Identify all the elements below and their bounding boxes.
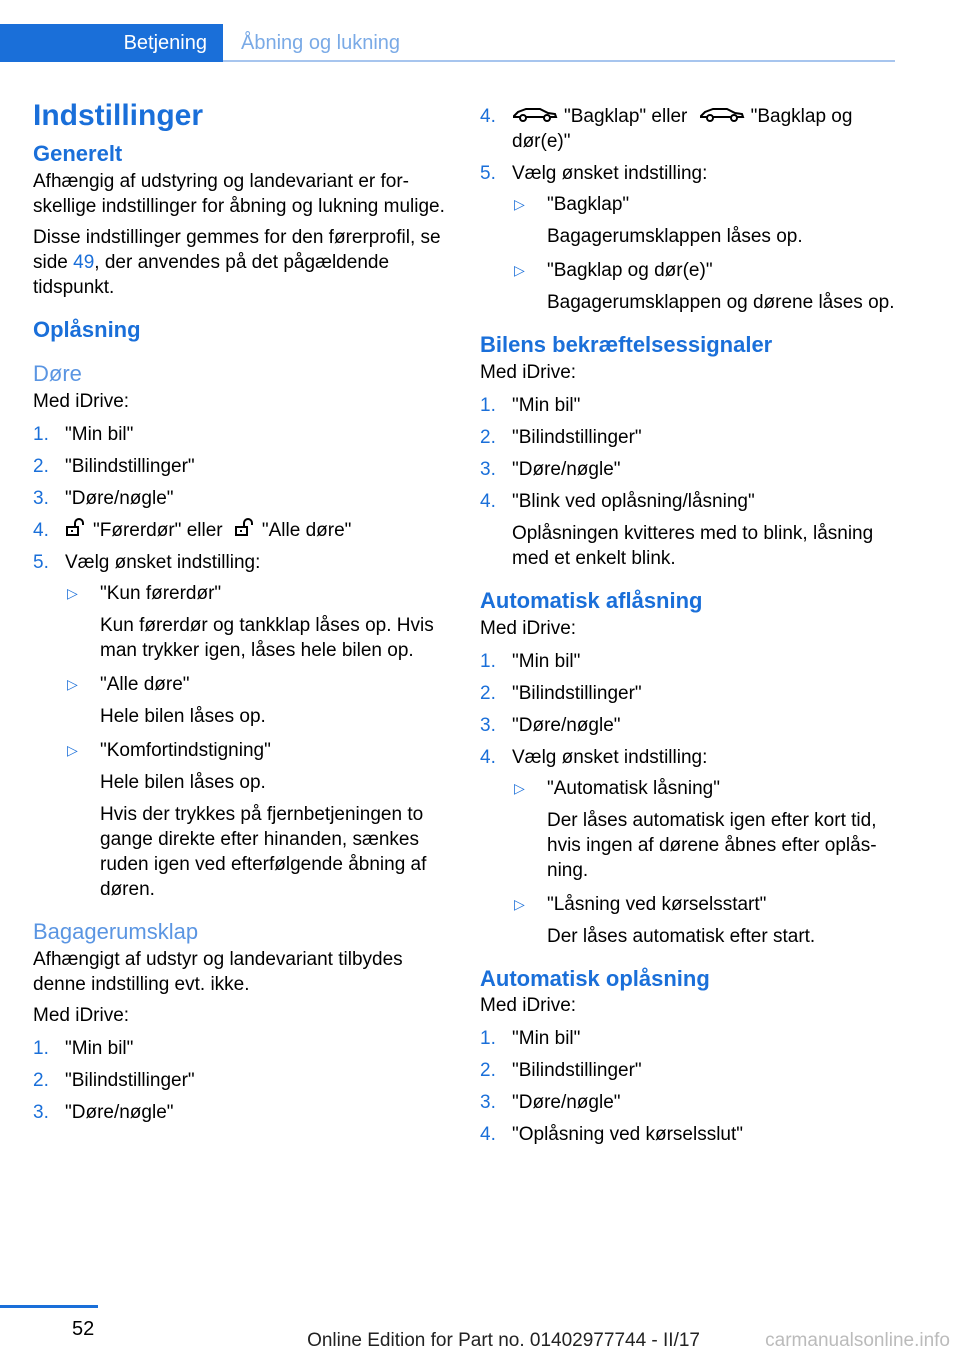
car-tailgate-icon bbox=[512, 104, 558, 129]
step-text: Vælg ønsket indstilling: bbox=[65, 552, 261, 574]
step-number: 5. bbox=[480, 163, 496, 185]
edition-text: Online Edition for Part no. 01402977744 - II/17 bbox=[307, 1330, 700, 1351]
step-number: 1. bbox=[480, 1028, 496, 1050]
option-item bbox=[512, 192, 900, 249]
list-item bbox=[480, 425, 900, 450]
step-text: "Oplåsning ved kørselsslut" bbox=[512, 1124, 744, 1146]
step-text: "Bilindstillinger" bbox=[512, 427, 642, 449]
bagagerum-steps-continued bbox=[480, 104, 900, 315]
triangle-bullet-icon: ▷ bbox=[514, 196, 525, 213]
step-text: "Min bil" bbox=[65, 1037, 134, 1059]
option-desc: Hele bilen låses op. bbox=[100, 772, 266, 794]
heading-oplaasning: Oplåsning bbox=[33, 316, 141, 342]
list-item bbox=[480, 681, 900, 706]
option-desc: Kun førerdør og tankklap låses op. Hvis man trykker igen, låses hele bilen op. bbox=[100, 615, 434, 662]
step-text: "Bagklap og dør(e)" bbox=[512, 106, 853, 153]
generelt-paragraph-2 bbox=[33, 225, 451, 300]
option-desc: Bagagerumsklappen og dørene låses op. bbox=[547, 292, 895, 314]
list-item bbox=[480, 489, 900, 571]
option-desc: Der låses automatisk igen efter kort tid, hvis ingen af dørene åbnes efter oplåsning. bbox=[547, 809, 877, 881]
chapter-label: Betjening bbox=[123, 32, 207, 54]
triangle-bullet-icon: ▷ bbox=[67, 742, 78, 759]
list-item bbox=[33, 1100, 451, 1125]
step-number: 1. bbox=[33, 423, 49, 445]
option-list bbox=[512, 192, 900, 315]
list-item bbox=[480, 457, 900, 482]
list-item bbox=[33, 1068, 451, 1093]
option-title: "Automatisk låsning" bbox=[547, 777, 720, 799]
list-item bbox=[480, 1122, 900, 1147]
aflaasning-intro: Med iDrive: bbox=[480, 617, 577, 639]
heading-bagagerumsklap: Bagagerumsklap bbox=[33, 919, 199, 945]
step-text: "Døre/nøgle" bbox=[65, 487, 174, 509]
bagagerum-intro: Med iDrive: bbox=[33, 1004, 130, 1026]
generelt-text-b: , der anvendes på det pågældende tidspunkt. bbox=[33, 251, 390, 298]
oplaasning-auto-intro: Med iDrive: bbox=[480, 995, 577, 1017]
step-text: "Min bil" bbox=[512, 650, 581, 672]
step-text: Vælg ønsket indstilling: bbox=[512, 746, 708, 768]
step-text: "Bilindstillinger" bbox=[512, 1060, 642, 1082]
generelt-paragraph-1: Afhængig af udstyring og landevariant er forskellige indstillinger for åbning og lukning mulige. bbox=[33, 170, 445, 217]
list-item bbox=[33, 486, 451, 511]
doere-intro: Med iDrive: bbox=[33, 390, 130, 412]
option-item bbox=[65, 738, 451, 902]
heading-doere: Døre bbox=[33, 361, 82, 387]
option-desc: Bagagerumsklappen låses op. bbox=[547, 226, 803, 248]
option-desc: Der låses automatisk efter start. bbox=[547, 925, 816, 947]
list-item bbox=[33, 550, 451, 902]
list-item bbox=[480, 393, 900, 418]
step-number: 1. bbox=[33, 1037, 49, 1059]
generelt-text-a: Disse indstillinger gemmes for den førerprofil, se side bbox=[33, 226, 441, 273]
step-number: 1. bbox=[480, 650, 496, 672]
step-desc: Oplåsningen kvitteres med to blink, låsning med et enkelt blink. bbox=[512, 523, 874, 570]
option-desc: Hele bilen låses op. bbox=[100, 706, 266, 728]
page-link-49[interactable]: 49 bbox=[73, 251, 95, 273]
step-number: 3. bbox=[33, 1101, 49, 1123]
option-item bbox=[512, 892, 900, 949]
list-item bbox=[480, 649, 900, 674]
step-number: 2. bbox=[33, 455, 49, 477]
step-number: 4. bbox=[33, 519, 49, 541]
doere-steps bbox=[33, 422, 451, 902]
door-unlock-icon bbox=[65, 518, 87, 543]
list-item bbox=[480, 104, 900, 154]
list-item bbox=[480, 1090, 900, 1115]
heading-bekraeftelsessignaler: Bilens bekræftelsessignaler bbox=[480, 332, 773, 358]
step-text: "Bilindstillinger" bbox=[512, 682, 642, 704]
left-column bbox=[33, 98, 451, 1132]
option-list bbox=[65, 581, 451, 902]
step-text: "Døre/nøgle" bbox=[512, 459, 621, 481]
bagagerum-paragraph: Afhængigt af udstyr og landevariant tilbydes denne indstilling evt. ikke. bbox=[33, 948, 403, 995]
step-text: "Bilindstillinger" bbox=[65, 1069, 195, 1091]
list-item bbox=[480, 745, 900, 949]
door-unlock-icon bbox=[234, 518, 256, 543]
triangle-bullet-icon: ▷ bbox=[514, 262, 525, 279]
option-title: "Komfortindstigning" bbox=[100, 740, 271, 762]
step-number: 2. bbox=[480, 682, 496, 704]
section-title: Åbning og lukning bbox=[241, 32, 401, 54]
triangle-bullet-icon: ▷ bbox=[514, 779, 525, 796]
step-number: 5. bbox=[33, 552, 49, 574]
option-desc: Hvis der trykkes på fjernbetjeningen to gange direkte efter hinanden, sænkes ruden igen ved efterfølgende åbning af døren. bbox=[100, 804, 427, 901]
oplaasning-auto-steps bbox=[480, 1026, 900, 1147]
step-number: 3. bbox=[480, 714, 496, 736]
step-number: 1. bbox=[480, 395, 496, 417]
step-text: "Min bil" bbox=[65, 423, 134, 445]
step-text: "Bagklap" eller bbox=[564, 106, 688, 127]
option-title: "Kun førerdør" bbox=[100, 583, 222, 605]
list-item bbox=[480, 1026, 900, 1051]
list-item bbox=[33, 422, 451, 447]
option-item bbox=[512, 258, 900, 315]
step-text: "Førerdør" eller bbox=[93, 519, 223, 541]
list-item bbox=[480, 713, 900, 738]
step-number: 2. bbox=[480, 1060, 496, 1082]
step-text: "Min bil" bbox=[512, 395, 581, 417]
bagagerum-steps bbox=[33, 1036, 451, 1125]
option-list bbox=[512, 776, 900, 949]
page-number: 52 bbox=[72, 1318, 95, 1340]
triangle-bullet-icon: ▷ bbox=[67, 676, 78, 693]
header-divider bbox=[223, 60, 895, 62]
triangle-bullet-icon: ▷ bbox=[67, 585, 78, 602]
option-title: "Bagklap" bbox=[547, 194, 630, 216]
step-text: "Bilindstillinger" bbox=[65, 455, 195, 477]
step-number: 2. bbox=[33, 1069, 49, 1091]
watermark: carmanualsonline.info bbox=[765, 1330, 950, 1351]
option-title: "Låsning ved kørselsstart" bbox=[547, 893, 767, 915]
list-item bbox=[33, 454, 451, 479]
step-text: "Døre/nøgle" bbox=[65, 1101, 174, 1123]
step-number: 3. bbox=[480, 1092, 496, 1114]
step-number: 4. bbox=[480, 1124, 496, 1146]
option-item bbox=[65, 581, 451, 663]
step-number: 3. bbox=[480, 459, 496, 481]
list-item bbox=[33, 1036, 451, 1061]
option-title: "Bagklap og dør(e)" bbox=[547, 260, 713, 282]
triangle-bullet-icon: ▷ bbox=[514, 895, 525, 912]
page-title: Indstillinger bbox=[33, 99, 204, 132]
step-text: "Alle døre" bbox=[261, 519, 352, 541]
option-title: "Alle døre" bbox=[100, 674, 190, 696]
option-item bbox=[65, 672, 451, 729]
step-text: "Blink ved oplåsning/låsning" bbox=[512, 491, 755, 513]
footer-accent-line bbox=[0, 1305, 98, 1308]
right-column bbox=[480, 98, 900, 1154]
heading-automatisk-oplaasning: Automatisk oplåsning bbox=[480, 965, 710, 991]
bekraeft-steps bbox=[480, 393, 900, 571]
car-tailgate-icon bbox=[699, 104, 745, 129]
step-number: 2. bbox=[480, 427, 496, 449]
heading-generelt: Generelt bbox=[33, 141, 123, 166]
option-item bbox=[512, 776, 900, 883]
step-text: "Døre/nøgle" bbox=[512, 714, 621, 736]
step-number: 3. bbox=[33, 487, 49, 509]
step-number: 4. bbox=[480, 746, 496, 768]
heading-automatisk-aflaasning: Automatisk aflåsning bbox=[480, 588, 703, 614]
step-number: 4. bbox=[480, 106, 496, 127]
list-item bbox=[480, 1058, 900, 1083]
step-text: "Døre/nøgle" bbox=[512, 1092, 621, 1114]
step-text: "Min bil" bbox=[512, 1028, 581, 1050]
step-text: Vælg ønsket indstilling: bbox=[512, 163, 708, 185]
step-number: 4. bbox=[480, 491, 496, 513]
list-item bbox=[33, 518, 451, 543]
aflaasning-steps bbox=[480, 649, 900, 949]
list-item bbox=[480, 161, 900, 315]
bekraeft-intro: Med iDrive: bbox=[480, 362, 577, 384]
chapter-tab[interactable] bbox=[0, 24, 223, 62]
